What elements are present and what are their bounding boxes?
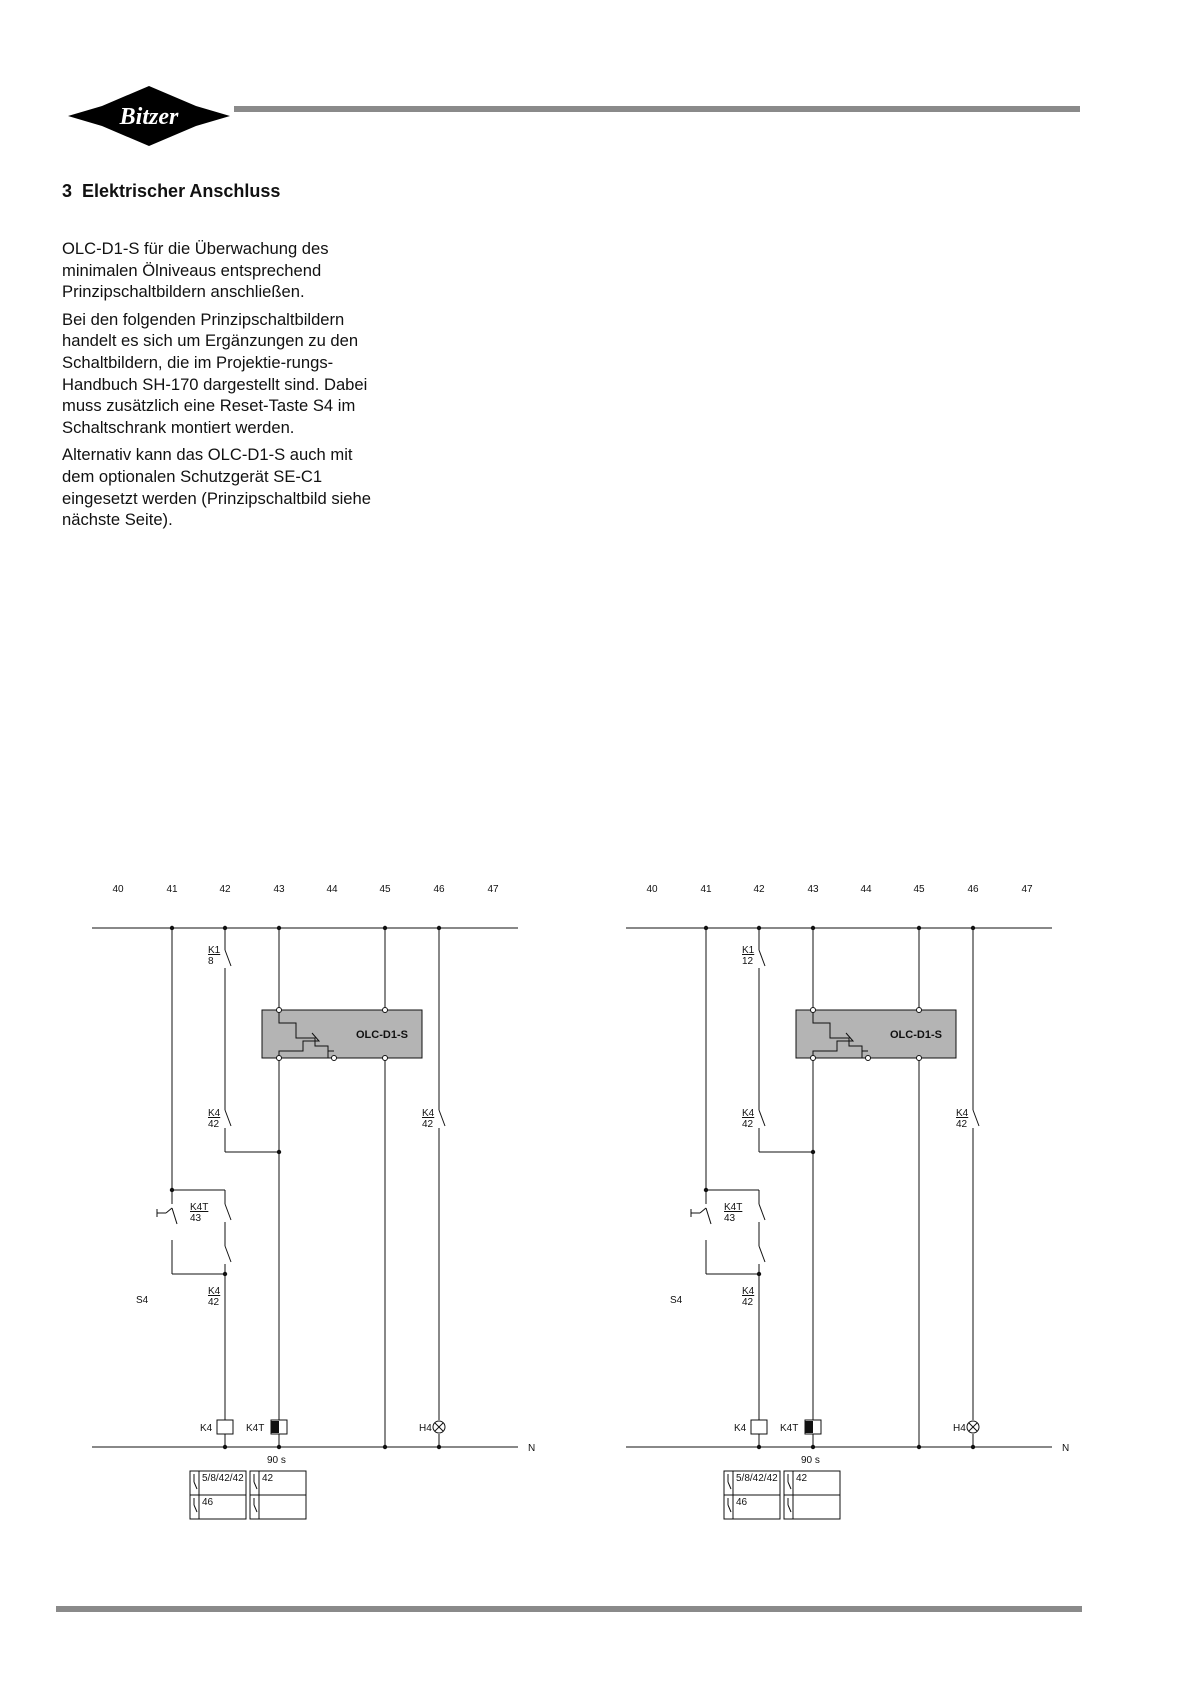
xref-value: 42	[262, 1473, 274, 1484]
contact-ref: 12	[742, 956, 754, 967]
contact-ref: 42	[956, 1119, 968, 1130]
contact-name: K4	[422, 1108, 435, 1119]
delay-label: 90 s	[801, 1455, 820, 1466]
column-number: 46	[433, 884, 445, 895]
column-number: 47	[487, 884, 499, 895]
column-number: 41	[700, 884, 712, 895]
section-number: 3	[62, 181, 73, 201]
column-number: 41	[166, 884, 178, 895]
header-rule	[234, 106, 1080, 112]
contact-name: K4T	[190, 1202, 209, 1213]
switch-label: S4	[670, 1295, 683, 1306]
contact-ref: 8	[208, 956, 214, 967]
lamp-label: H4	[953, 1423, 966, 1434]
column-number: 43	[273, 884, 285, 895]
column-number: 43	[807, 884, 819, 895]
contact-name: K1	[208, 945, 221, 956]
footer-rule	[56, 1606, 1082, 1612]
contact-name: K4	[742, 1286, 755, 1297]
brand-text: Bitzer	[119, 104, 179, 130]
contact-name: K1	[742, 945, 755, 956]
column-number: 45	[379, 884, 391, 895]
paragraph: OLC-D1-S für die Überwachung des minimalen Ölniveaus entsprechend Prinzipschaltbildern anschließen.	[62, 239, 329, 302]
xref-value: 46	[202, 1497, 214, 1508]
switch-label: S4	[136, 1295, 149, 1306]
circuit-diagram-2	[620, 870, 1180, 1530]
contact-ref: 42	[422, 1119, 434, 1130]
column-number: 42	[219, 884, 231, 895]
contact-name: K4	[208, 1286, 221, 1297]
column-number: 44	[860, 884, 872, 895]
column-number: 44	[326, 884, 338, 895]
contact-ref: 43	[190, 1213, 202, 1224]
paragraph: Bei den folgenden Prinzipschaltbildern handelt es sich um Ergänzungen zu den Schaltbildern, die im Projektie-rungs-Handbuch SH-170 dargestellt sind. Dabei muss zusätzlich eine Reset-Taste S4 im Schaltschrank montiert werden.	[62, 309, 368, 437]
neutral-label: N	[528, 1443, 536, 1454]
xref-value: 5/8/42/42	[202, 1473, 244, 1484]
device-label: OLC-D1-S	[356, 1029, 408, 1041]
column-number: 42	[753, 884, 765, 895]
paragraph: Alternativ kann das OLC-D1-S auch mit dem optionalen Schutzgerät SE-C1 eingesetzt werden (Prinzipschaltbild siehe nächste Seite).	[62, 445, 371, 530]
contact-ref: 42	[742, 1297, 754, 1308]
lamp-label: H4	[419, 1423, 432, 1434]
contact-name: K4	[742, 1108, 755, 1119]
circuit-diagram-1	[86, 870, 646, 1530]
column-number: 45	[913, 884, 925, 895]
contact-ref: 42	[742, 1119, 754, 1130]
xref-value: 42	[796, 1473, 808, 1484]
xref-value: 46	[736, 1497, 748, 1508]
section-heading	[62, 181, 280, 202]
bitzer-logo	[68, 84, 230, 148]
xref-value: 5/8/42/42	[736, 1473, 778, 1484]
contact-ref: 42	[208, 1119, 220, 1130]
column-number: 40	[112, 884, 124, 895]
column-number: 47	[1021, 884, 1033, 895]
contact-name: K4	[956, 1108, 969, 1119]
delay-label: 90 s	[267, 1455, 286, 1466]
contact-name: K4T	[724, 1202, 743, 1213]
contact-name: K4	[208, 1108, 221, 1119]
contact-ref: 42	[208, 1297, 220, 1308]
coil-label: K4	[734, 1423, 747, 1434]
neutral-label: N	[1062, 1443, 1070, 1454]
device-label: OLC-D1-S	[890, 1029, 942, 1041]
column-number: 40	[646, 884, 658, 895]
body-text	[62, 238, 382, 537]
contact-ref: 43	[724, 1213, 736, 1224]
coil-label: K4T	[246, 1423, 265, 1434]
column-number: 46	[967, 884, 979, 895]
coil-label: K4	[200, 1423, 213, 1434]
section-title: Elektrischer Anschluss	[82, 181, 281, 201]
coil-label: K4T	[780, 1423, 799, 1434]
